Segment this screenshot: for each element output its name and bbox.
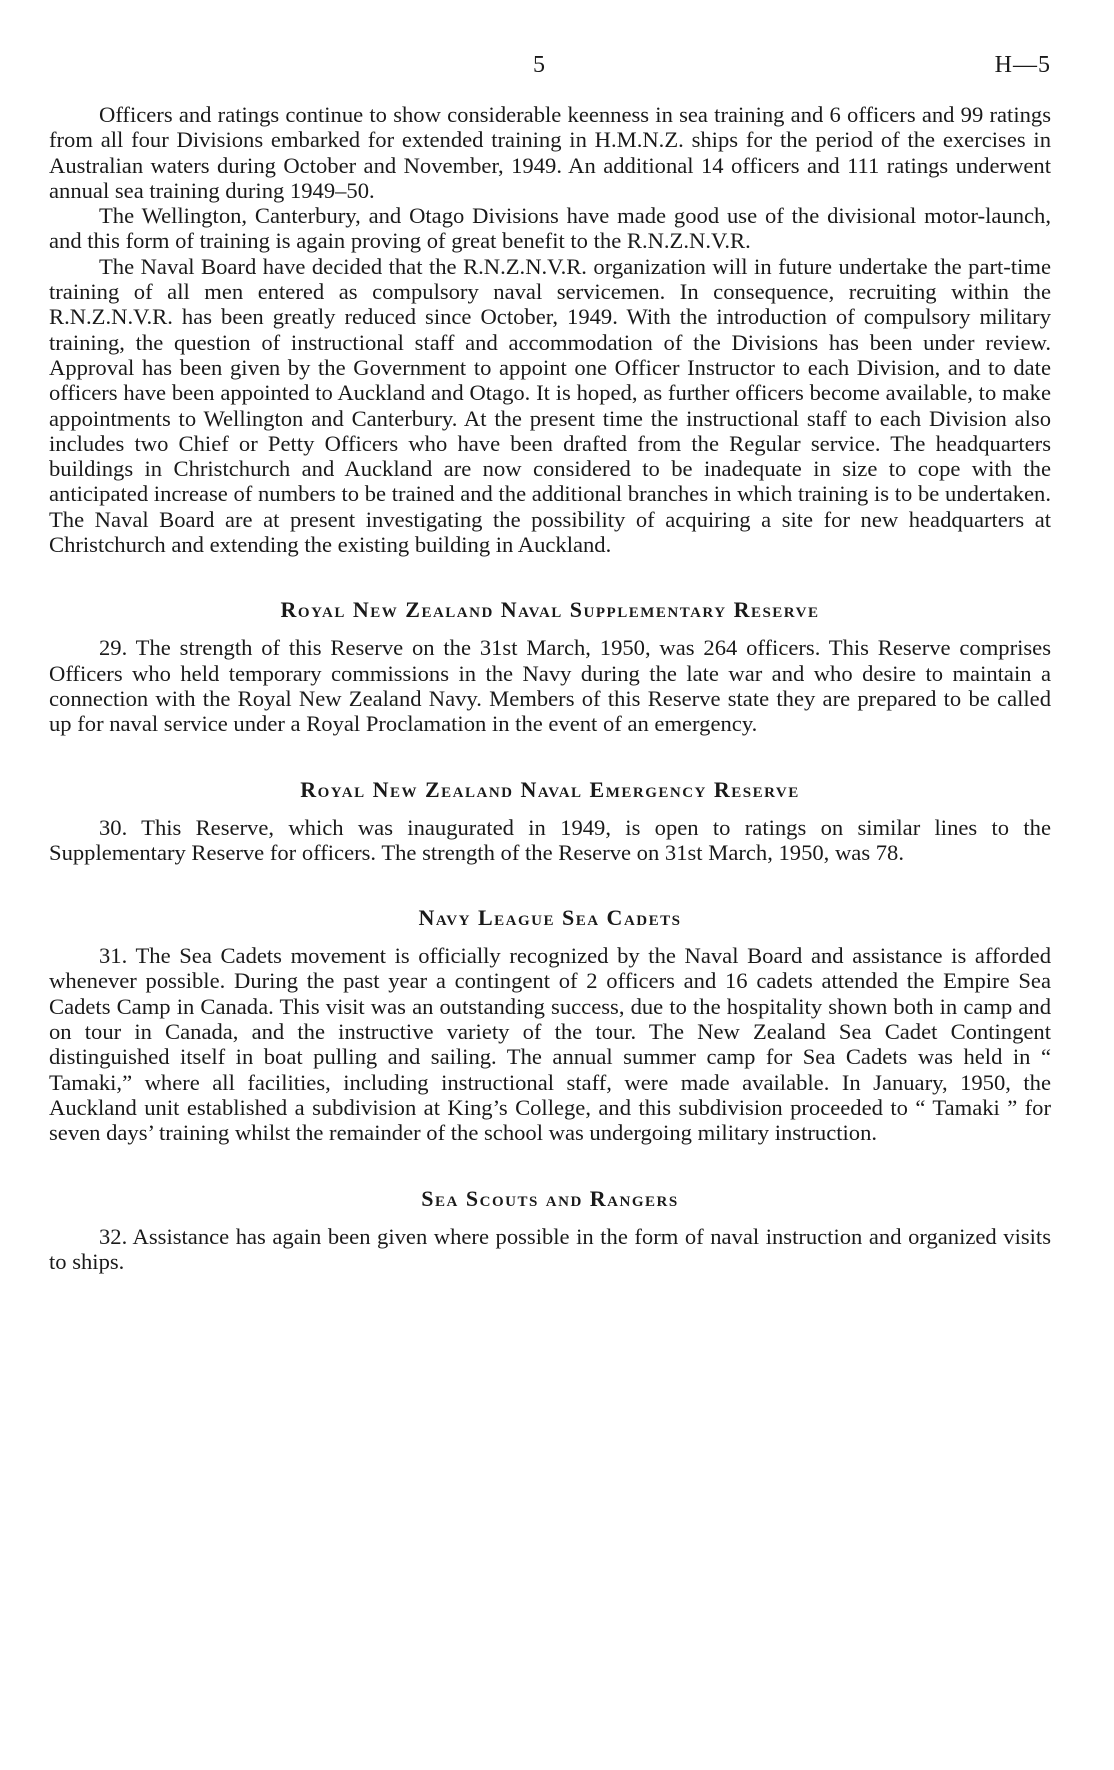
section-heading-supplementary-reserve: Royal New Zealand Naval Supplementary Reserve [280, 597, 820, 623]
page-header [49, 52, 1051, 88]
section-paragraph-32: 32. Assistance has again been given where possible in the form of naval instruction and organized visits to ships. [49, 1223, 1051, 1274]
intro-paragraph: Officers and ratings continue to show considerable keenness in sea training and 6 officers and 99 ratings from all four Divisions embarked for extended training in H.M.N.Z. ships for the period of the exercises in Australian waters during October and November, 1949. An additional 14 officers and 111 ratings underwent annual sea training during 1949–50. [49, 102, 1051, 203]
section-heading-sea-cadets: Navy League Sea Cadets [418, 905, 682, 931]
intro-paragraph: The Naval Board have decided that the R.N.Z.N.V.R. organization will in future undertake the part-time training of all men entered as compulsory naval servicemen. In consequence, recruiting within the R.N.Z.N.V.R. has been greatly reduced since October, 1949. With the introduction of compulsory military training, the question of instructional staff and accommodation of the Divisions has been under review. Approval has been given by the Government to appoint one Officer Instructor to each Division, and to date officers have been appointed to Auckland and Otago. It is hoped, as further officers become available, to make appointments to Wellington and Canterbury. At the present time the instructional staff to each Division also includes two Chief or Petty Officers who have been drafted from the Regular service. The headquarters buildings in Christchurch and Auckland are now considered to be inadequate in size to cope with the anticipated increase of numbers to be trained and the additional branches in which training is to be undertaken. The Naval Board are at present investigating the possibility of acquiring a site for new headquarters at Christchurch and extending the existing building in Auckland. [49, 253, 1051, 558]
document-page [49, 52, 1051, 1274]
section-paragraph-29: 29. The strength of this Reserve on the 31st March, 1950, was 264 officers. This Reserve comprises Officers who held temporary commissions in the Navy during the late war and who desire to maintain a connection with the Royal New Zealand Navy. Members of this Reserve state they are prepared to be called up for naval service under a Royal Proclamation in the event of an emergency. [49, 635, 1051, 737]
document-reference: H—5 [994, 52, 1051, 78]
section-heading-sea-scouts: Sea Scouts and Rangers [421, 1185, 679, 1211]
section-heading-emergency-reserve: Royal New Zealand Naval Emergency Reserve [300, 776, 800, 802]
intro-paragraph: The Wellington, Canterbury, and Otago Divisions have made good use of the divisional motor-launch, and this form of training is again proving of great benefit to the R.N.Z.N.V.R. [49, 203, 1051, 254]
section-paragraph-31: 31. The Sea Cadets movement is officially recognized by the Naval Board and assistance is afforded whenever possible. During the past year a contingent of 2 officers and 16 cadets attended the Empire Sea Cadets Camp in Canada. This visit was an outstanding success, due to the hospitality shown both in camp and on tour in Canada, and the instructive variety of the tour. The New Zealand Sea Cadet Contingent distinguished itself in boat pulling and sailing. The annual summer camp for Sea Cadets was held in “ Tamaki,” where all facilities, including instructional staff, were made available. In January, 1950, the Auckland unit established a subdivision at King’s College, and this subdivision proceeded to “ Tamaki ” for seven days’ training whilst the remainder of the school was undergoing military instruction. [49, 943, 1051, 1146]
page-number: 5 [533, 52, 545, 78]
section-paragraph-30: 30. This Reserve, which was inaugurated in 1949, is open to ratings on similar lines to the Supplementary Reserve for officers. The strength of the Reserve on 31st March, 1950, was 78. [49, 814, 1051, 865]
